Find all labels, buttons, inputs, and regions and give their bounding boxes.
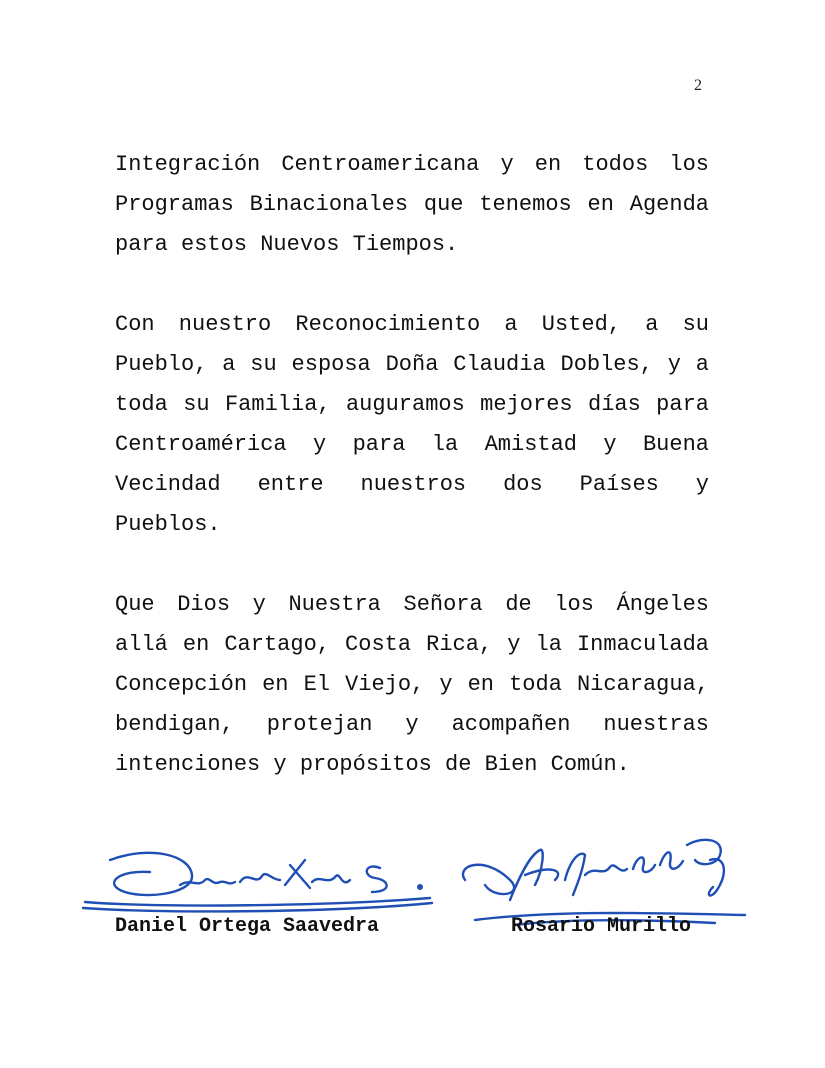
signature-daniel-ortega bbox=[80, 840, 440, 915]
page-number: 2 bbox=[694, 77, 702, 94]
signatory-name: Daniel Ortega Saavedra bbox=[115, 915, 380, 938]
signatory-name: Rosario Murillo bbox=[511, 915, 692, 938]
paragraph: Que Dios y Nuestra Señora de los Ángeles allá en Cartago, Costa Rica, y la Inmaculada Concepción en El Viejo, y en toda Nicaragua, bendigan, protejan y acompañen nuestras intenciones y propósitos de Bien Común. bbox=[115, 592, 709, 777]
letter-body bbox=[115, 145, 709, 825]
paragraph: Integración Centroamericana y en todos los Programas Binacionales que tenemos en Agenda para estos Nuevos Tiempos. bbox=[115, 152, 709, 257]
paragraph: Con nuestro Reconocimiento a Usted, a su Pueblo, a su esposa Doña Claudia Dobles, y a toda su Familia, auguramos mejores días para Centroamérica y para la Amistad y Buena Vecindad entre nuestros dos Países y Pueblos. bbox=[115, 312, 709, 537]
signature-block bbox=[0, 820, 825, 950]
